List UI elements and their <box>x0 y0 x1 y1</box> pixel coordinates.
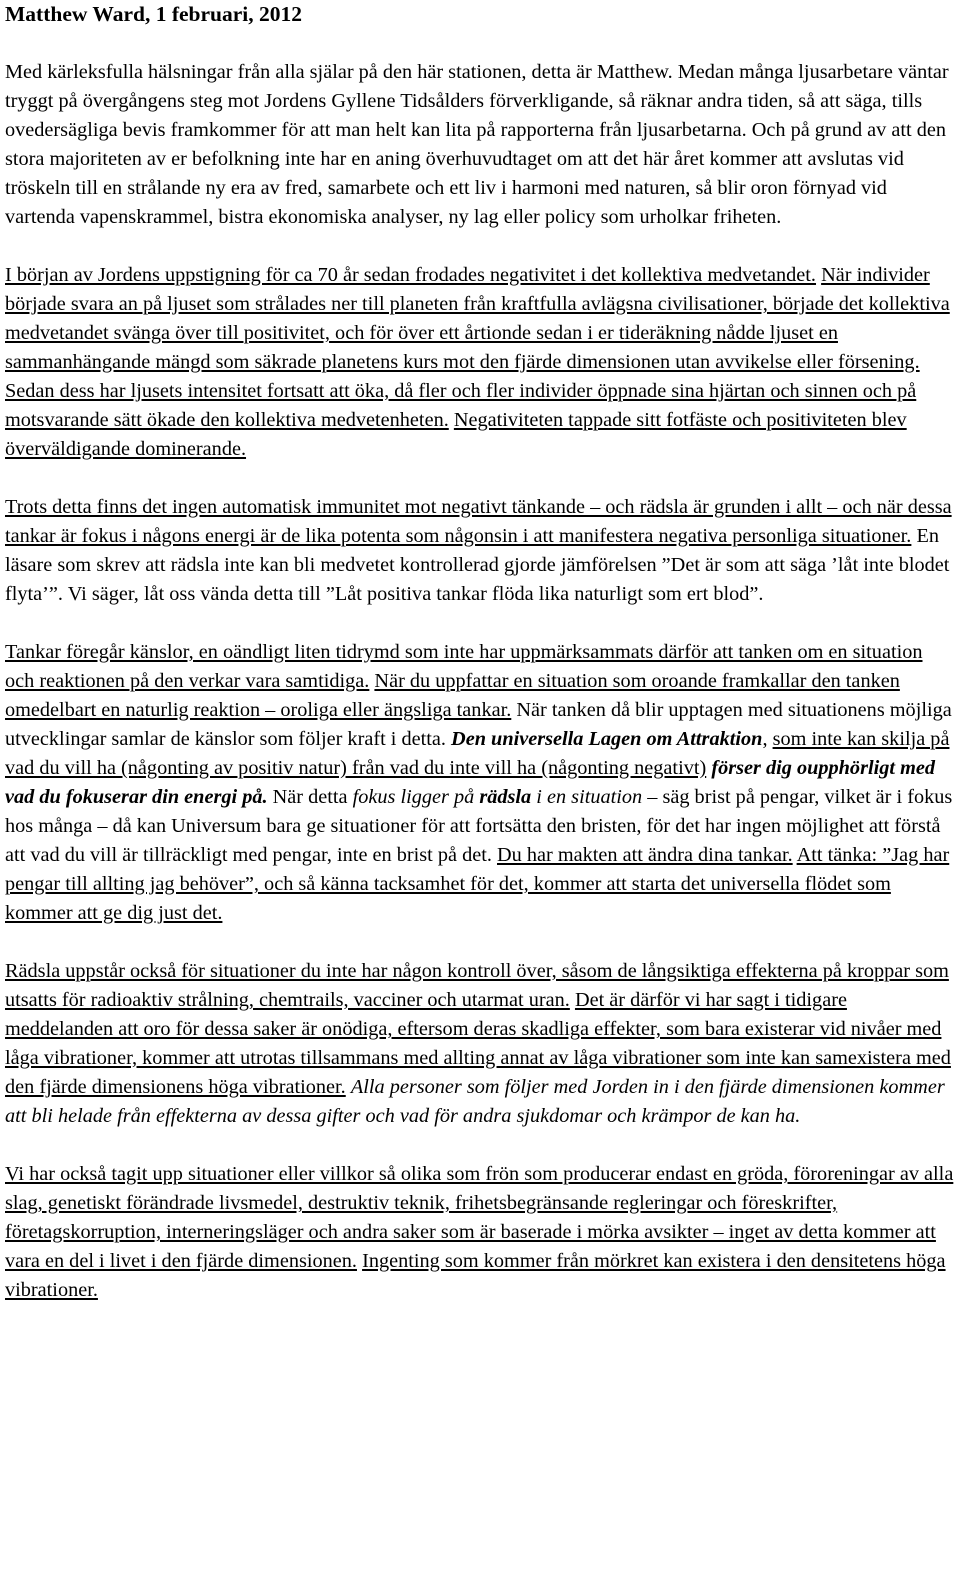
italic-text: Alla personer som följer med Jorden in i den fjärde dimensionen kommer att bli helade från effekterna av dessa gifter och vad för andra sjukdomar och krämpor de kan ha. <box>5 1076 945 1127</box>
paragraph-1 <box>5 58 955 232</box>
plain-text: , <box>762 728 773 750</box>
italic-text: fokus ligger på <box>352 786 480 808</box>
bold-italic-text: Den universella Lagen om Attraktion <box>451 728 763 750</box>
underlined-text: När individer började svara an på ljuset som strålades ner till planeten från kraftfulla avlägsna civilisationer, började det kollektiva medvetandet svänga över till positivitet, och för över ett årtionde sedan i er tideräkning nådde ljuset en sammanhängande mängd som säkrade planetens kurs mot den fjärde dimensionen utan avvikelse eller försening. Sedan dess har ljusets intensitet fortsatt att öka, då fler och fler individer öppnade sina hjärtan och sinnen och på motsvarande sätt ökade den kollektiva medvetenheten. <box>5 264 950 431</box>
paragraph-4 <box>5 638 955 928</box>
paragraph-2 <box>5 261 955 464</box>
underlined-text: Tankar föregår känslor, en oändligt liten tidrymd som inte har uppmärksammats därför att tanken om en situation och reaktionen på den verkar vara samtidiga. <box>5 641 923 692</box>
underlined-text: Det är därför vi har sagt i tidigare meddelanden att oro för dessa saker är onödiga, eftersom deras skadliga effekter, som bara existerar vid nivåer med låga vibrationer, kommer att utrotas tillsammans med allting annat av låga vibrationer som inte kan samexistera med den fjärde dimensionens höga vibrationer. <box>5 989 951 1098</box>
plain-text: En läsare som skrev att rädsla inte kan bli medvetet kontrollerad gjorde jämförelsen ”Det är som att säga ’låt inte blodet flyta’”. Vi säger, låt oss vända detta till ”Låt positiva tankar flöda lika naturligt som ert blod”. <box>5 525 950 605</box>
underlined-text: Negativiteten tappade sitt fotfäste och positiviteten blev överväldigande dominerande. <box>5 409 907 460</box>
spacer <box>5 232 955 261</box>
spacer <box>5 1131 955 1160</box>
plain-text: – säg brist på pengar, vilket är i fokus hos många – då kan Universum bara ge situationer för att fortsätta den bristen, för det har ingen möjlighet att förstå att vad du vill är tillräckligt med pengar, inte en brist på det. <box>5 786 953 866</box>
plain-text: När detta <box>267 786 353 808</box>
underlined-text: Ingenting som kommer från mörkret kan existera i den densitetens höga vibrationer. <box>5 1250 946 1301</box>
underlined-text: Rädsla uppstår också för situationer du inte har någon kontroll över, såsom de långsiktiga effekterna på kroppar som utsatts för radioaktiv strålning, chemtrails, vacciner och utarmat uran. <box>5 960 949 1011</box>
bold-italic-text: rädsla <box>479 786 532 808</box>
plain-text: När tanken då blir upptagen med situationens möjliga utvecklingar samlar de känslor som följer kraft i detta. <box>5 699 952 750</box>
underlined-text: Vi har också tagit upp situationer eller villkor så olika som frön som producerar endast en gröda, föroreningar av alla slag, genetiskt förändrade livsmedel, destruktiv teknik, frihetsbegränsande regleringar och föreskrifter, företagskorruption, interneringsläger och andra saker som är baserade i mörka avsikter – inget av detta kommer att vara en del i livet i den fjärde dimensionen. <box>5 1163 954 1272</box>
underlined-text: Du har makten att ändra dina tankar. <box>497 844 793 866</box>
spacer <box>5 29 955 58</box>
underlined-text: Trots detta finns det ingen automatisk immunitet mot negativt tänkande – och rädsla är grunden i allt – och när dessa tankar är fokus i någons energi är de lika potenta som någonsin i att manifestera negativa personliga situationer. <box>5 496 952 547</box>
document-page <box>5 0 955 1305</box>
paragraph-1-text: Med kärleksfulla hälsningar från alla själar på den här stationen, detta är Matthew. Medan många ljusarbetare väntar tryggt på övergångens steg mot Jordens Gyllene Tidsålders förverkligande, så räknar andra tiden, så att säga, tills ovedersägliga bevis framkommer för att man helt kan lita på rapporterna från ljusarbetarna. Och på grund av att den stora majoriteten av er befolkning inte har en aning överhuvudtaget om att det här året kommer att avslutas vid tröskeln till en strålande ny era av fred, samarbete och ett liv i harmoni med naturen, så blir oron förnyad vid vartenda vapenskrammel, bistra ekonomiska analyser, ny lag eller policy som urholkar friheten. <box>5 61 949 228</box>
underlined-text: I början av Jordens uppstigning för ca 70 år sedan frodades negativitet i det kollektiva medvetandet. <box>5 264 817 286</box>
underlined-text: När du uppfattar en situation som oroande framkallar den tanken omedelbart en naturlig reaktion – oroliga eller ängsliga tankar. <box>5 670 900 721</box>
paragraph-5 <box>5 957 955 1131</box>
paragraph-6 <box>5 1160 955 1305</box>
spacer <box>5 928 955 957</box>
paragraph-3 <box>5 493 955 609</box>
spacer <box>5 464 955 493</box>
bold-italic-text: förser dig oupphörligt med vad du fokuserar din energi på. <box>5 757 935 808</box>
italic-text: i en situation <box>531 786 643 808</box>
underlined-text: Att tänka: ”Jag har pengar till allting jag behöver”, och så känna tacksamhet för det, kommer att starta det universella flödet som kommer att ge dig just det. <box>5 844 950 924</box>
document-title: Matthew Ward, 1 februari, 2012 <box>5 2 302 26</box>
underlined-text: som inte kan skilja på vad du vill ha (någonting av positiv natur) från vad du inte vill ha (någonting negativt) <box>5 728 950 779</box>
spacer <box>5 609 955 638</box>
